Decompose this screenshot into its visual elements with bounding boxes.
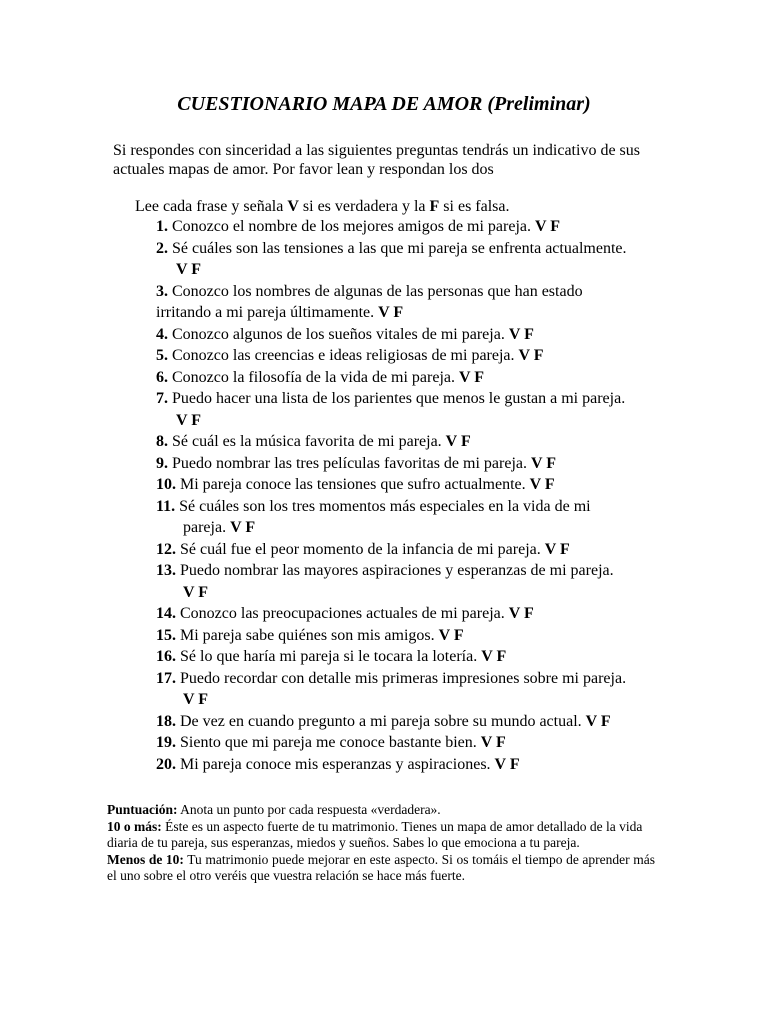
question-item	[156, 668, 676, 711]
scoring-section	[107, 802, 655, 885]
true-false-options: V F	[508, 325, 534, 343]
scoring-text: Anota un punto por cada respuesta «verdadera».	[180, 802, 441, 817]
question-number: 2.	[156, 239, 168, 257]
question-number: 15.	[156, 626, 176, 644]
question-item	[156, 603, 676, 625]
question-item	[156, 474, 676, 496]
true-false-options: V F	[518, 347, 544, 364]
true-false-options: V F	[176, 261, 202, 278]
question-number: 16.	[156, 648, 176, 665]
question-number: 8.	[156, 433, 168, 450]
question-text: Sé lo que haría mi pareja si le tocara la lotería.	[180, 648, 478, 665]
question-item	[156, 496, 676, 539]
question-item	[156, 324, 676, 346]
question-text: Conozco algunos de los sueños vitales de mi pareja.	[172, 325, 505, 343]
true-false-options: V F	[508, 605, 534, 622]
true-false-options: V F	[230, 519, 256, 536]
question-number: 20.	[156, 755, 176, 773]
question-text-continued: pareja.	[183, 519, 227, 536]
question-number: 3.	[156, 282, 168, 300]
true-false-options: V F	[531, 454, 557, 472]
question-item	[156, 345, 676, 367]
question-item	[156, 431, 676, 453]
true-false-options: V F	[585, 712, 611, 730]
intro-paragraph: Si respondes con sinceridad a las siguientes preguntas tendrás un indicativo de sus actuales mapas de amor. Por favor lean y respondan los dos	[113, 142, 640, 178]
question-number: 12.	[156, 540, 176, 558]
question-number: 13.	[156, 562, 176, 579]
question-text: Puedo hacer una lista de los parientes que menos le gustan a mi pareja.	[172, 390, 626, 407]
true-false-options: V F	[459, 368, 485, 386]
question-number: 17.	[156, 669, 176, 687]
question-item	[156, 453, 676, 475]
question-number: 1.	[156, 218, 168, 235]
question-text: Mi pareja sabe quiénes son mis amigos.	[180, 626, 435, 644]
scoring-label: Puntuación:	[107, 802, 178, 817]
question-text: Puedo recordar con detalle mis primeras impresiones sobre mi pareja.	[180, 669, 627, 687]
scoring-high	[107, 819, 655, 852]
question-item	[156, 732, 676, 754]
true-false-options: V F	[438, 626, 464, 644]
question-item	[156, 367, 676, 389]
instruction-line	[135, 197, 675, 216]
question-item	[156, 625, 676, 647]
question-text: Sé cuál fue el peor momento de la infancia de mi pareja.	[180, 540, 541, 558]
question-item	[156, 560, 676, 603]
question-text: Conozco la filosofía de la vida de mi pareja.	[172, 368, 456, 386]
question-list	[156, 216, 676, 775]
question-text-continued: irritando a mi pareja últimamente.	[156, 304, 375, 321]
question-item	[156, 238, 676, 281]
true-false-options: V F	[445, 433, 471, 450]
true-false-options: V F	[535, 218, 561, 235]
question-number: 6.	[156, 368, 168, 386]
question-number: 11.	[156, 497, 176, 515]
question-number: 19.	[156, 734, 176, 751]
instruction-text-1: Lee cada frase y señala	[135, 198, 288, 215]
question-number: 10.	[156, 476, 176, 493]
question-text: Mi pareja conoce mis esperanzas y aspiraciones.	[180, 755, 491, 773]
question-text: Sé cuáles son las tensiones a las que mi pareja se enfrenta actualmente.	[172, 239, 627, 257]
question-item	[156, 754, 676, 776]
true-false-options: V F	[378, 304, 404, 321]
true-false-options: V F	[480, 734, 506, 751]
instruction-f: F	[429, 198, 440, 215]
scoring-high-text: Éste es un aspecto fuerte de tu matrimonio. Tienes un mapa de amor detallado de la vida diaria de tu pareja, sus esperanzas, miedos y sueños. Sabes lo que emociona a tu pareja.	[107, 818, 643, 850]
question-text: Conozco las preocupaciones actuales de mi pareja.	[180, 605, 505, 622]
true-false-options: V F	[529, 476, 555, 493]
document-title: CUESTIONARIO MAPA DE AMOR (Preliminar)	[177, 93, 591, 115]
question-item	[156, 539, 676, 561]
question-text: Conozco los nombres de algunas de las personas que han estado	[172, 282, 583, 300]
question-text: Conozco el nombre de los mejores amigos de mi pareja.	[172, 218, 532, 235]
question-text: Mi pareja conoce las tensiones que sufro actualmente.	[180, 476, 526, 493]
true-false-options: V F	[481, 648, 507, 665]
question-item	[156, 388, 676, 431]
question-item	[156, 216, 676, 238]
true-false-options: V F	[183, 691, 209, 708]
question-text: De vez en cuando pregunto a mi pareja sobre su mundo actual.	[180, 712, 582, 730]
question-number: 18.	[156, 712, 176, 730]
instruction-v: V	[287, 198, 299, 215]
true-false-options: V F	[544, 540, 570, 558]
instruction-text-2: si es verdadera y la	[298, 198, 430, 215]
question-item	[156, 711, 676, 733]
question-number: 4.	[156, 325, 168, 343]
true-false-options: V F	[494, 755, 520, 773]
question-number: 7.	[156, 390, 168, 407]
true-false-options: V F	[183, 583, 209, 601]
question-text: Siento que mi pareja me conoce bastante bien.	[180, 734, 477, 751]
question-text: Sé cuál es la música favorita de mi pareja.	[172, 433, 442, 450]
instruction-text-3: si es falsa.	[439, 198, 510, 215]
question-item	[156, 281, 676, 324]
question-number: 9.	[156, 454, 168, 472]
question-text: Puedo nombrar las tres películas favoritas de mi pareja.	[172, 454, 527, 472]
scoring-low-text: Tu matrimonio puede mejorar en este aspecto. Si os tomáis el tiempo de aprender más el uno sobre el otro veréis que vuestra relación se hace más fuerte.	[107, 851, 655, 883]
question-item	[156, 646, 676, 668]
scoring-low-label: Menos de 10:	[107, 851, 184, 867]
question-text: Puedo nombrar las mayores aspiraciones y esperanzas de mi pareja.	[180, 562, 614, 579]
question-number: 14.	[156, 605, 176, 622]
question-text: Sé cuáles son los tres momentos más especiales en la vida de mi	[179, 497, 591, 515]
scoring-instruction	[107, 802, 655, 819]
scoring-low	[107, 852, 655, 885]
scoring-high-label: 10 o más:	[107, 818, 162, 834]
true-false-options: V F	[176, 411, 202, 429]
question-text: Conozco las creencias e ideas religiosas de mi pareja.	[172, 347, 515, 364]
question-number: 5.	[156, 347, 168, 364]
